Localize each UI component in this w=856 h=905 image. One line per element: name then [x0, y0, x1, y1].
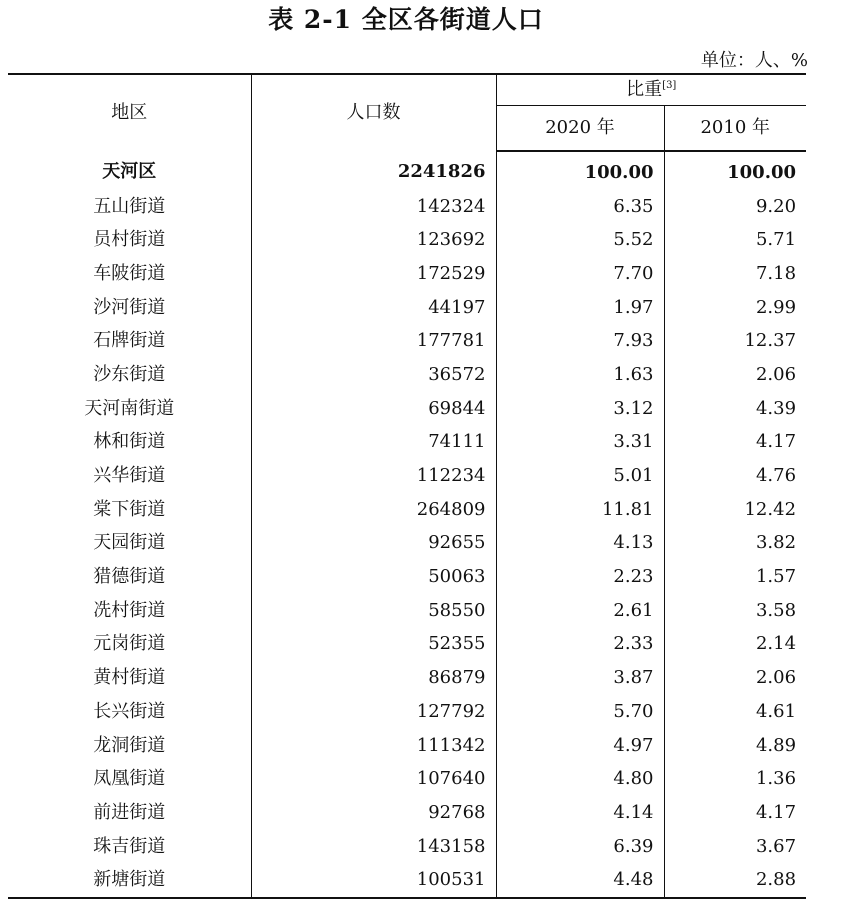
cell-area: 兴华街道: [8, 459, 251, 493]
cell-area: 龙洞街道: [8, 729, 251, 763]
cell-share-2010: 1.36: [755, 768, 797, 790]
cell-population: 74111: [251, 426, 496, 460]
cell-population: 50063: [251, 560, 496, 594]
cell-share-2010: 1.57: [755, 566, 797, 588]
cell-share-2010: 9.20: [755, 195, 797, 217]
table-body: [8, 151, 806, 898]
cell-share-2010: 2.99: [755, 296, 797, 318]
table-row: [8, 291, 806, 325]
header-year-2010: 2010 年: [664, 106, 806, 152]
cell-share-2020: 4.13: [496, 527, 664, 561]
cell-population: 143158: [251, 830, 496, 864]
cell-share-2010: 4.61: [755, 700, 797, 722]
cell-area: 林和街道: [8, 426, 251, 460]
cell-share-2020: 4.48: [496, 863, 664, 898]
table-row: [8, 762, 806, 796]
cell-share-2020: 2.61: [496, 594, 664, 628]
header-population: 人口数: [251, 74, 496, 151]
table-title: 表 2-1 全区各街道人口: [268, 5, 544, 34]
table-row: [8, 392, 806, 426]
table-row: [8, 324, 806, 358]
cell-area: 员村街道: [8, 223, 251, 257]
cell-population: 264809: [251, 493, 496, 527]
cell-share-2010: 5.71: [755, 229, 797, 251]
cell-share-2010: 4.39: [755, 397, 797, 419]
cell-population: 69844: [251, 392, 496, 426]
cell-population: 92768: [251, 796, 496, 830]
cell-share-2010: 4.89: [755, 734, 797, 756]
cell-area: 元岗街道: [8, 628, 251, 662]
cell-population: 2241826: [251, 151, 496, 190]
cell-area: 凤凰街道: [8, 762, 251, 796]
table-row: [8, 695, 806, 729]
unit-label: 单位：人、%: [700, 50, 808, 71]
cell-share-2010: 3.58: [755, 599, 797, 621]
cell-share-2010: 12.42: [744, 498, 797, 520]
cell-population: 107640: [251, 762, 496, 796]
cell-area: 车陂街道: [8, 257, 251, 291]
header-share-note: [3]: [662, 80, 677, 91]
cell-share-2020: 100.00: [496, 151, 664, 190]
cell-share-2020: 5.01: [496, 459, 664, 493]
header-share-label: 比重: [626, 79, 663, 100]
cell-area: 冼村街道: [8, 594, 251, 628]
cell-area: 新塘街道: [8, 863, 251, 898]
table-row: [8, 493, 806, 527]
table-row: [8, 560, 806, 594]
table-row: [8, 257, 806, 291]
cell-population: 58550: [251, 594, 496, 628]
cell-share-2020: 4.80: [496, 762, 664, 796]
cell-area: 天河南街道: [8, 392, 251, 426]
cell-area: 石牌街道: [8, 324, 251, 358]
cell-share-2020: 3.87: [496, 661, 664, 695]
cell-area: 天河区: [8, 151, 251, 190]
header-year-2020: 2020 年: [496, 106, 664, 152]
cell-area: 猎德街道: [8, 560, 251, 594]
cell-area: 黄村街道: [8, 661, 251, 695]
table-row: [8, 729, 806, 763]
table-row: [8, 661, 806, 695]
cell-share-2010: 7.18: [755, 262, 797, 284]
cell-population: 172529: [251, 257, 496, 291]
cell-share-2010: 2.06: [755, 667, 797, 689]
table-row: [8, 628, 806, 662]
cell-population: 44197: [251, 291, 496, 325]
cell-share-2020: 4.97: [496, 729, 664, 763]
table-row: [8, 426, 806, 460]
cell-area: 天园街道: [8, 527, 251, 561]
header-area: 地区: [8, 74, 251, 151]
cell-share-2010: 2.88: [664, 863, 806, 898]
cell-population: 86879: [251, 661, 496, 695]
table-row: [8, 358, 806, 392]
population-table: [8, 73, 806, 899]
table-row: [8, 594, 806, 628]
cell-share-2020: 7.70: [496, 257, 664, 291]
cell-share-2020: 4.14: [496, 796, 664, 830]
cell-share-2010: 4.76: [755, 465, 797, 487]
cell-population: 111342: [251, 729, 496, 763]
cell-population: 142324: [251, 190, 496, 224]
cell-population: 36572: [251, 358, 496, 392]
table-row: [8, 459, 806, 493]
cell-population: 52355: [251, 628, 496, 662]
header-share: [496, 74, 806, 106]
cell-population: 177781: [251, 324, 496, 358]
cell-share-2020: 11.81: [496, 493, 664, 527]
cell-share-2020: 2.33: [496, 628, 664, 662]
table-row: [8, 796, 806, 830]
table-row: [8, 223, 806, 257]
cell-share-2020: 5.52: [496, 223, 664, 257]
cell-share-2020: 7.93: [496, 324, 664, 358]
cell-share-2010: 2.14: [755, 633, 797, 655]
cell-area: 长兴街道: [8, 695, 251, 729]
cell-area: 前进街道: [8, 796, 251, 830]
cell-population: 92655: [251, 527, 496, 561]
cell-area: 棠下街道: [8, 493, 251, 527]
cell-share-2020: 5.70: [496, 695, 664, 729]
cell-area: 珠吉街道: [8, 830, 251, 864]
cell-share-2020: 2.23: [496, 560, 664, 594]
cell-share-2010: 4.17: [755, 801, 797, 823]
cell-share-2010: 3.67: [755, 835, 797, 857]
table-row: [8, 863, 806, 898]
cell-share-2020: 6.39: [496, 830, 664, 864]
cell-share-2020: 3.31: [496, 426, 664, 460]
cell-population: 127792: [251, 695, 496, 729]
cell-share-2020: 3.12: [496, 392, 664, 426]
cell-population: 100531: [251, 863, 496, 898]
table-header: [8, 74, 806, 151]
cell-share-2020: 1.97: [496, 291, 664, 325]
cell-area: 沙河街道: [8, 291, 251, 325]
table-row: [8, 190, 806, 224]
header-row-1: [8, 74, 806, 106]
cell-area: 沙东街道: [8, 358, 251, 392]
cell-share-2010: 4.17: [755, 431, 797, 453]
cell-share-2010: 2.06: [755, 363, 797, 385]
table-row: [8, 527, 806, 561]
cell-area: 五山街道: [8, 190, 251, 224]
cell-share-2010: 12.37: [744, 330, 797, 352]
cell-population: 123692: [251, 223, 496, 257]
cell-share-2020: 1.63: [496, 358, 664, 392]
cell-share-2010: 3.82: [755, 532, 797, 554]
table-row-total: [8, 151, 806, 190]
table-row: [8, 830, 806, 864]
cell-population: 112234: [251, 459, 496, 493]
cell-share-2010: 100.00: [727, 161, 797, 183]
cell-share-2020: 6.35: [496, 190, 664, 224]
